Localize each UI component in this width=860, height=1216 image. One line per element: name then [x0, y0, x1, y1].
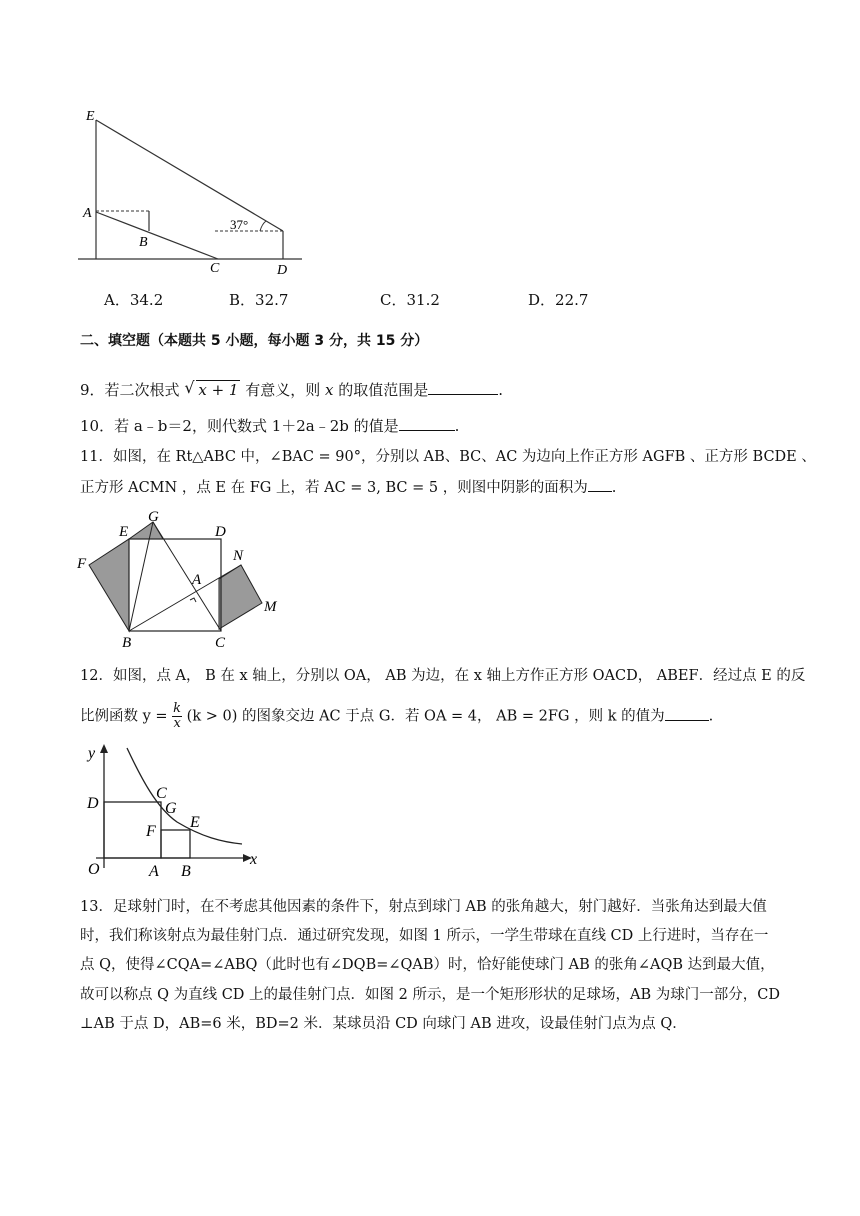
question-text: 有意义，则 [245, 381, 321, 399]
question-text: 若 a﹣b＝2，则代数式 1＋2a﹣2b 的值是 [114, 417, 399, 435]
question-number: 10． [80, 417, 115, 435]
section-title: 二、填空题（本题共 5 小题，每小题 3 分，共 15 分） [80, 333, 429, 349]
label-d: D [277, 263, 288, 278]
y-axis-arrow [100, 744, 108, 753]
variable: x [325, 381, 334, 399]
question-text: 的取值范围是 [338, 381, 429, 399]
label-m: M [264, 599, 277, 615]
answer-blank[interactable] [428, 380, 498, 395]
label-e: E [190, 814, 200, 831]
option-value: 34.2 [129, 291, 164, 309]
question-9 [80, 380, 503, 400]
option-letter: A． [104, 291, 130, 309]
answer-blank[interactable] [588, 477, 612, 492]
option-value: 22.7 [555, 291, 589, 309]
question-number: 9． [80, 381, 105, 399]
label-y: y [88, 745, 96, 762]
shaded-region-left [89, 539, 129, 631]
question-11-line-2 [80, 477, 616, 498]
option-c[interactable] [380, 290, 440, 310]
label-c: C [156, 785, 167, 802]
question-13-line-2: 时，我们称该射点为最佳射门点．通过研究发现，如图 1 所示，一学生带球在直线 CD 上行进时，当存在一 [80, 928, 769, 944]
figure-q12 [82, 740, 267, 880]
figure-q11 [75, 508, 290, 653]
square-abef [161, 830, 190, 858]
label-f: F [146, 823, 156, 840]
label-o: O [88, 861, 100, 878]
question-12-line-1: 12．如图，点 A， B 在 x 轴上，分别以 OA， AB 为边，在 x 轴上方作正方形 OACD， ABEF．经过点 E 的反 [80, 668, 806, 684]
period: . [708, 708, 714, 725]
answer-blank[interactable] [665, 706, 709, 721]
option-letter: C． [380, 291, 407, 309]
label-angle: 37° [230, 217, 249, 232]
option-value: 32.7 [255, 291, 289, 309]
option-a[interactable] [104, 290, 163, 310]
label-d: D [87, 795, 99, 812]
figure-q8 [70, 100, 310, 280]
radicand: x + 1 [198, 381, 239, 399]
label-b: B [122, 635, 132, 651]
square-root: √ x + 1 [184, 378, 239, 399]
label-g: G [148, 509, 159, 525]
angle-arc [260, 221, 266, 231]
question-text: 若二次根式 [104, 381, 180, 399]
question-text: 正方形 ACMN ，点 E 在 FG 上，若 AC = 3, BC = 5 ，则图中阴影的面积为 [80, 480, 588, 496]
label-c: C [210, 261, 220, 276]
question-12-line-2 [80, 702, 713, 731]
period: . [454, 417, 460, 435]
label-n: N [233, 548, 244, 564]
label-e: E [119, 524, 129, 540]
question-10 [80, 416, 459, 436]
answer-blank[interactable] [399, 416, 455, 431]
question-13-line-1: 13．足球射门时，在不考虑其他因素的条件下，射点到球门 AB 的张角越大，射门越好．当张角达到最大值 [80, 899, 767, 915]
question-11-line-1: 11．如图，在 Rt△ABC 中，∠BAC = 90°，分别以 AB、BC、AC 为边向上作正方形 AGFB 、正方形 BCDE 、 [80, 449, 816, 465]
label-a: A [149, 863, 159, 880]
question-13-line-5: ⊥AB 于点 D，AB=6 米，BD=2 米．某球员沿 CD 向球门 AB 进攻，设最佳射门点为点 Q． [80, 1016, 687, 1032]
question-text: (k > 0) 的图象交边 AC 于点 G．若 OA = 4， AB = 2FG ，则 k 的值为 [186, 708, 665, 725]
label-x: x [250, 851, 258, 868]
label-d: D [215, 524, 226, 540]
label-c: C [215, 635, 226, 651]
label-e: E [86, 109, 95, 124]
segment-gc [153, 522, 221, 631]
question-13-line-3: 点 Q，使得∠CQA=∠ABQ（此时也有∠DQB=∠QAB）时，恰好能使球门 AB 的张角∠AQB 达到最大值， [80, 957, 775, 973]
option-value: 31.2 [406, 291, 440, 309]
label-g: G [165, 800, 177, 817]
fraction-denominator: x [173, 716, 181, 731]
option-letter: D． [528, 291, 556, 309]
segment-ac [96, 212, 218, 259]
right-angle-mark [190, 598, 196, 602]
label-f: F [77, 556, 87, 572]
label-b: B [181, 863, 191, 880]
segment-ed [96, 120, 283, 231]
period: . [611, 480, 617, 496]
fraction-numerator: k [173, 701, 182, 716]
option-letter: B． [229, 291, 256, 309]
question-13-line-4: 故可以称点 Q 为直线 CD 上的最佳射门点．如图 2 所示，是一个矩形形状的足球场，AB 为球门一部分，CD [80, 987, 780, 1003]
label-a: A [83, 206, 92, 221]
question-text: 比例函数 y = [80, 708, 168, 725]
label-a: A [192, 572, 202, 588]
fraction [172, 702, 182, 731]
label-b: B [139, 235, 148, 250]
option-b[interactable] [229, 290, 288, 310]
period: . [498, 381, 504, 399]
option-d[interactable] [528, 290, 588, 310]
